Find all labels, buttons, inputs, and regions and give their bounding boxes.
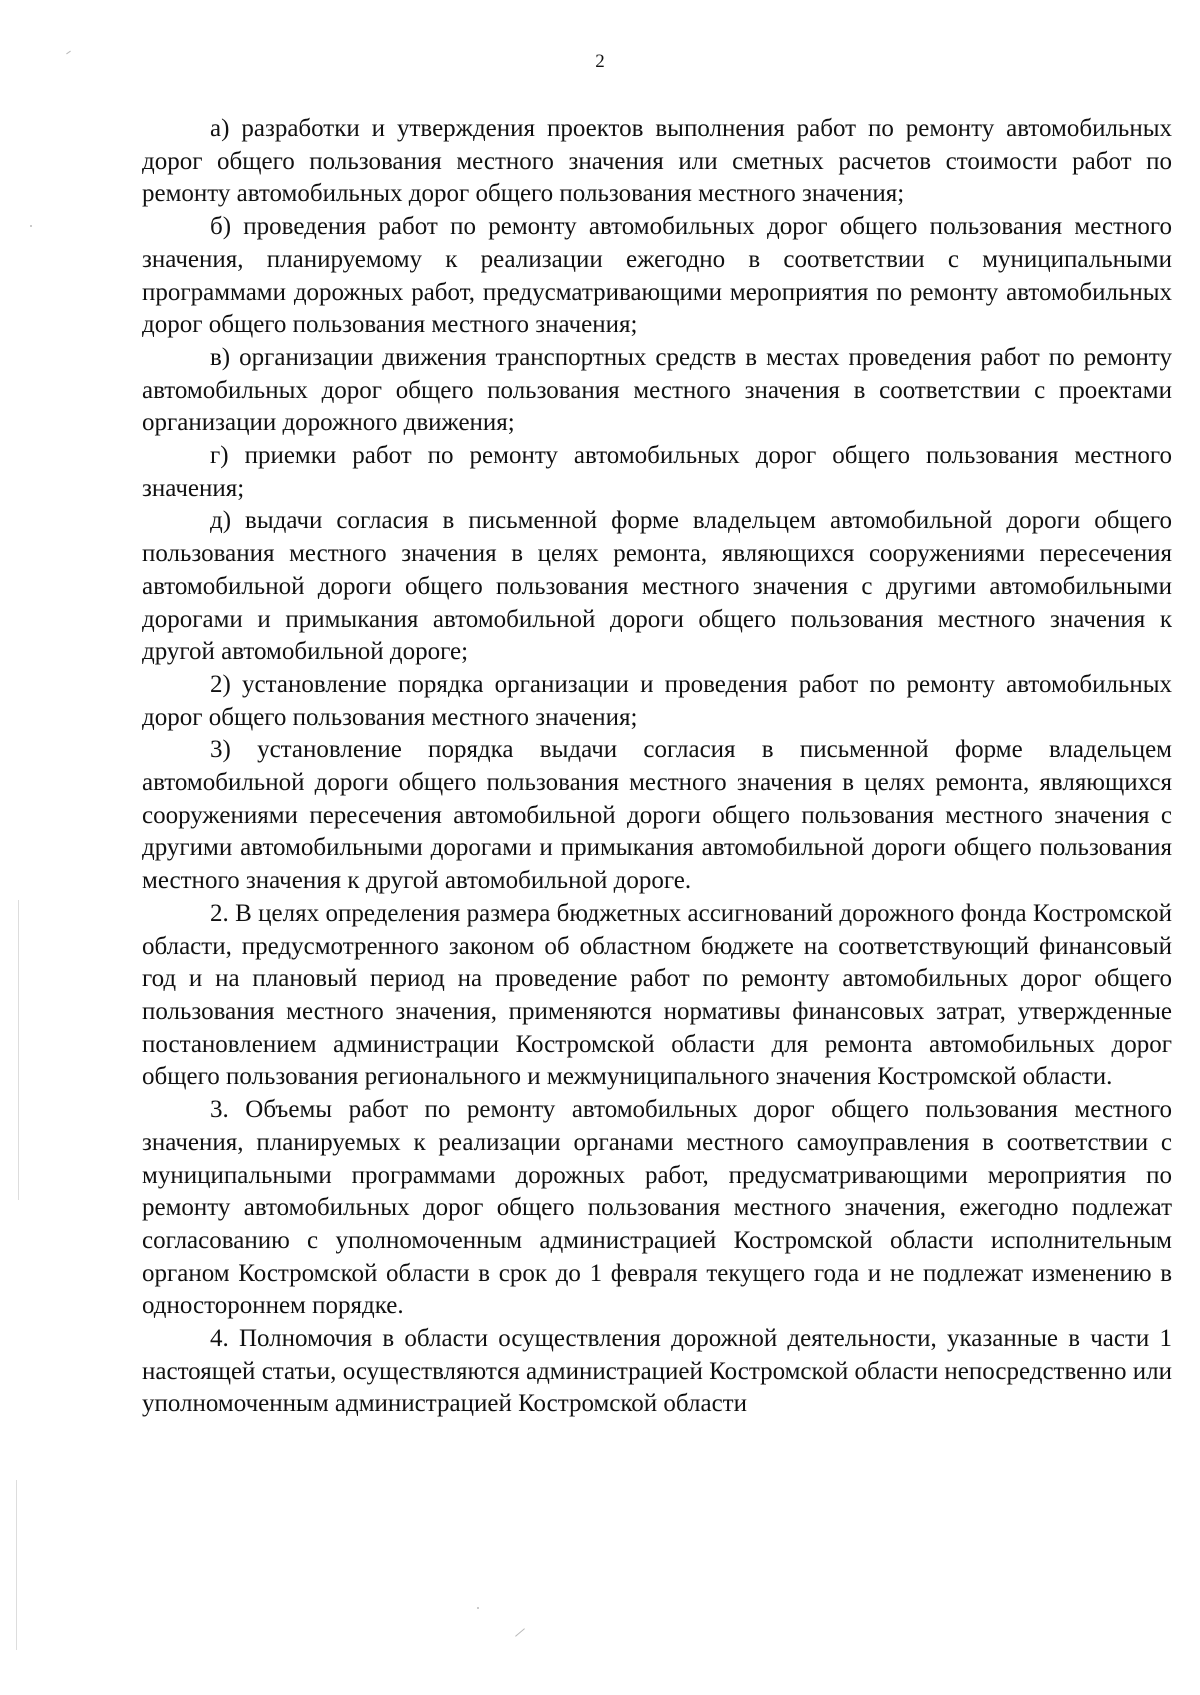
page-number: 2 xyxy=(595,51,605,72)
paragraph-item-3: 3) установление порядка выдачи согласия в письменной форме владельцем автомобильной дороги общего пользования местного значения в целях ремонта, являющихся сооружениями пересечения автомобильной дороги общего пользования местного значения с другими автомобильными дорогами и примыкания автомобильной дороги общего пользования местного значения к другой автомобильной дороге. xyxy=(142,736,1172,895)
paragraph-subitem-v: в) организации движения транспортных средств в местах проведения работ по ремонту автомобильных дорог общего пользования местного значения в соответствии с проектами организации дорожного движения; xyxy=(142,343,1172,437)
paragraph-item-2: 2) установление порядка организации и проведения работ по ремонту автомобильных дорог общего пользования местного значения; xyxy=(142,670,1172,731)
scan-speck xyxy=(30,225,32,227)
paragraph-section-3: 3. Объемы работ по ремонту автомобильных дорог общего пользования местного значения, планируемых к реализации органами местного самоуправления в соответствии с муниципальными программами дорожных работ, предусматривающими мероприятия по ремонту автомобильных дорог общего пользования местного значения, ежегодно подлежат согласованию с уполномоченным администрацией Костромской области исполнительным органом Костромской области в срок до 1 февраля текущего года и не подлежат изменению в одностороннем порядке. xyxy=(142,1096,1172,1320)
document-body xyxy=(142,113,1172,1421)
scan-speck xyxy=(477,1607,479,1609)
paragraph-section-2: 2. В целях определения размера бюджетных ассигнований дорожного фонда Костромской области, предусмотренного законом об областном бюджете на соответствующий финансовый год и на плановый период на проведение работ по ремонту автомобильных дорог общего пользования местного значения, применяются нормативы финансовых затрат, утвержденные постановлением администрации Костромской области для ремонта автомобильных дорог общего пользования регионального и межмуниципального значения Костромской области. xyxy=(142,899,1172,1091)
paragraph-section-4: 4. Полномочия в области осуществления дорожной деятельности, указанные в части 1 настоящей статьи, осуществляются администрацией Костромской области непосредственно или уполномоченным администрацией Костромской области xyxy=(142,1325,1172,1418)
paragraph-subitem-g: г) приемки работ по ремонту автомобильных дорог общего пользования местного значения; xyxy=(142,442,1172,502)
paragraph-subitem-b: б) проведения работ по ремонту автомобильных дорог общего пользования местного значения, планируемому к реализации ежегодно в соответствии с муниципальными программами дорожных работ, предусматривающими мероприятия по ремонту автомобильных дорог общего пользования местного значения; xyxy=(142,213,1172,339)
scan-speck xyxy=(515,1628,525,1636)
scan-edge-line xyxy=(16,1480,17,1650)
paragraph-subitem-d: д) выдачи согласия в письменной форме владельцем автомобильной дороги общего пользования местного значения в целях ремонта, являющихся сооружениями пересечения автомобильной дороги общего пользования местного значения с другими автомобильными дорогами и примыкания автомобильной дороги общего пользования местного значения к другой автомобильной дороге; xyxy=(142,507,1172,666)
scan-edge-line xyxy=(18,900,19,1200)
paragraph-subitem-a: а) разработки и утверждения проектов выполнения работ по ремонту автомобильных дорог общего пользования местного значения или сметных расчетов стоимости работ по ремонту автомобильных дорог общего пользования местного значения; xyxy=(142,115,1172,208)
